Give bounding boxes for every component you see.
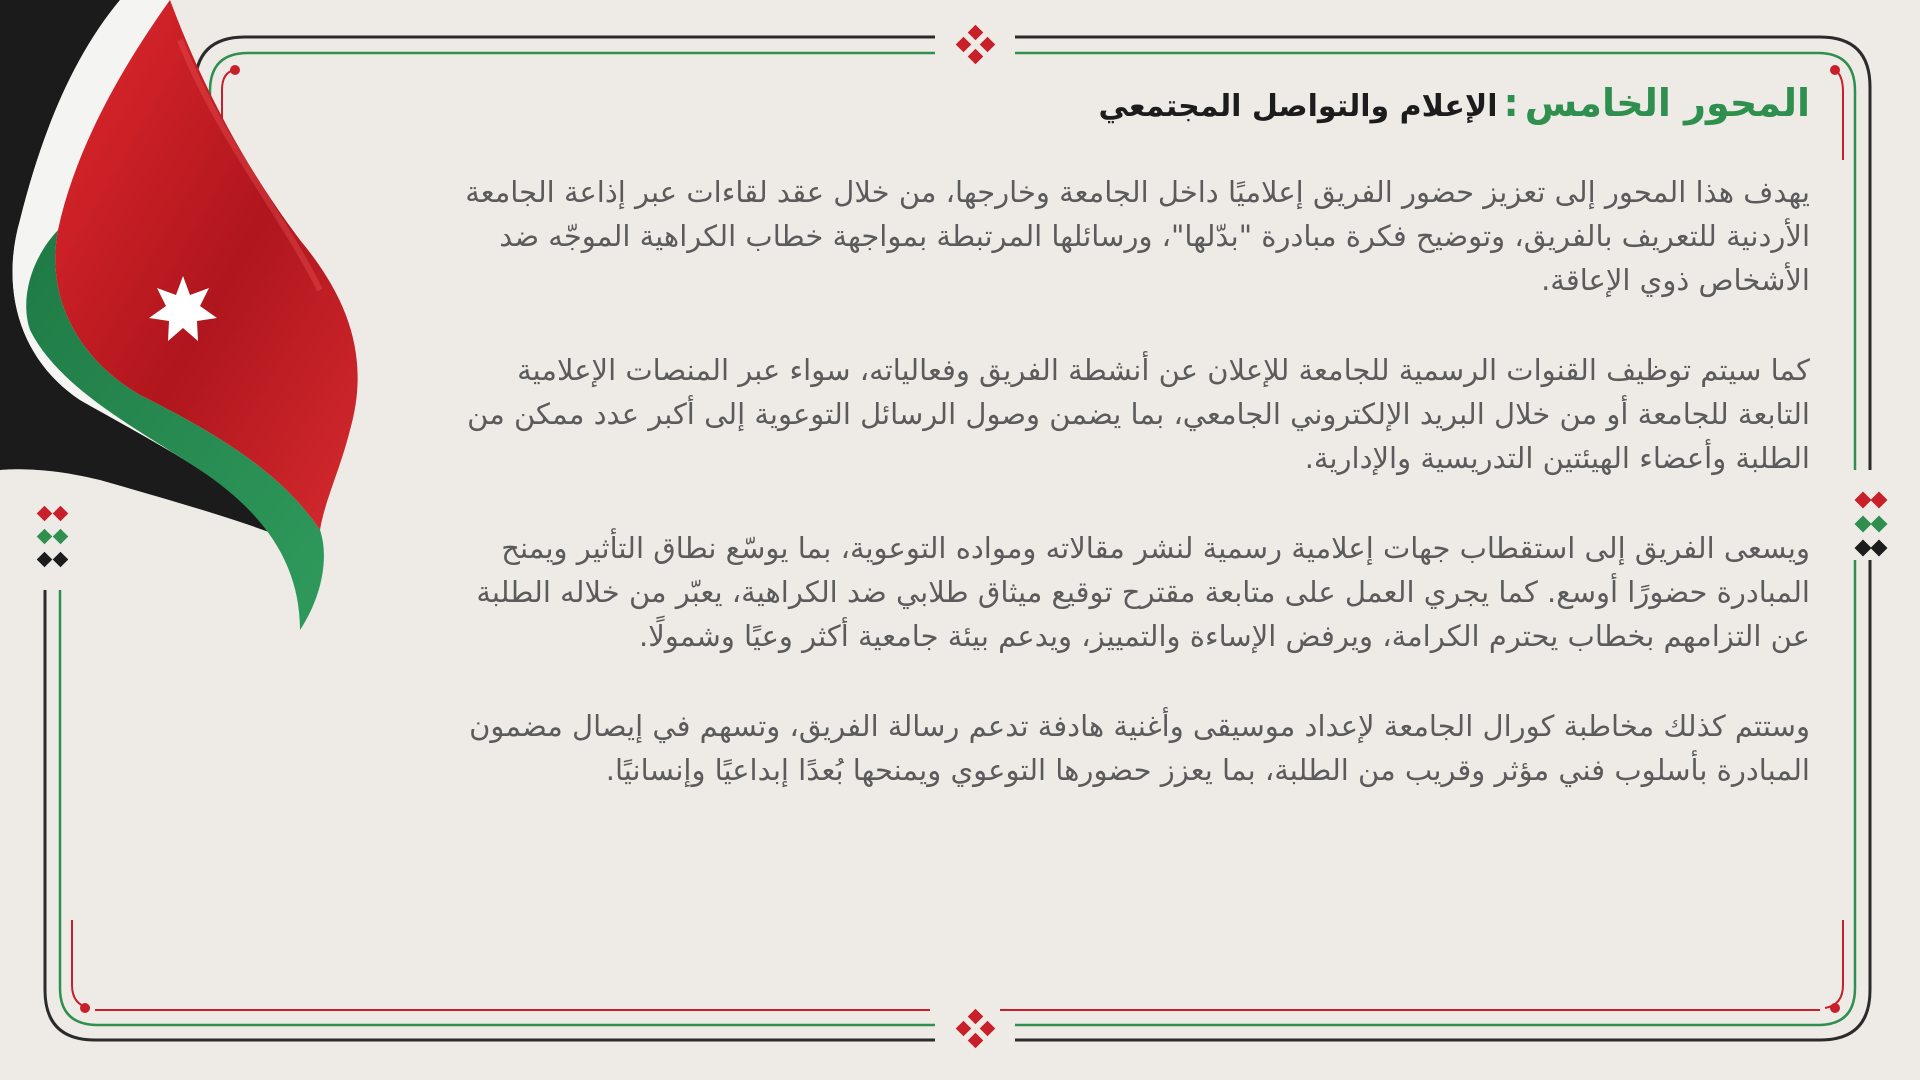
paragraph-media-partners: ويسعى الفريق إلى استقطاب جهات إعلامية رسمية لنشر مقالاته ومواده التوعوية، بما يوسّع نطاق التأثير ويمنح المبادرة حضورًا أوسع. كما يجري العمل على متابعة مقترح توقيع ميثاق طلابي ضد الكراهية، يعبّر من خلاله الطلبة عن التزامهم بخطاب يحترم الكرامة، ويرفض الإساءة والتمييز، ويدعم بيئة جامعية أكثر وعيًا وشمولًا.: [476, 531, 1810, 653]
paragraph-choir: وستتم كذلك مخاطبة كورال الجامعة لإعداد موسيقى وأغنية هادفة تدعم رسالة الفريق، وتسهم في إيصال مضمون المبادرة بأسلوب فني مؤثر وقريب من الطلبة، بما يعزز حضورها التوعوي ويمنحها بُعدًا إبداعيًا وإنسانيًا.: [469, 709, 1810, 787]
paragraph-official-channels: كما سيتم توظيف القنوات الرسمية للجامعة للإعلان عن أنشطة الفريق وفعالياته، سواء عبر المنصات الإعلامية التابعة للجامعة أو من خلال البريد الإلكتروني الجامعي، بما يضمن وصول الرسائل التوعوية إلى أكبر عدد ممكن من الطلبة وأعضاء الهيئتين التدريسية والإدارية.: [467, 353, 1810, 475]
bottom-diamond-ornament-icon: [956, 1009, 996, 1049]
heading-title: المحور الخامس: [1524, 81, 1810, 125]
heading-subtitle: الإعلام والتواصل المجتمعي: [1098, 89, 1498, 124]
paragraph-media-radio: يهدف هذا المحور إلى تعزيز حضور الفريق إعلاميًا داخل الجامعة وخارجها، من خلال عقد لقاءات عبر إذاعة الجامعة الأردنية للتعريف بالفريق، وتوضيح فكرة مبادرة "بدّلها"، ورسائلها المرتبطة بمواجهة خطاب الكراهية الموجّه ضد الأشخاص ذوي الإعاقة.: [465, 175, 1810, 297]
top-diamond-ornament-icon: [956, 25, 996, 65]
slide-content: [450, 70, 1840, 792]
section-heading: [450, 78, 1840, 136]
jordan-flag-icon: [0, 0, 380, 650]
right-diamond-ornament-icon: [1855, 492, 1888, 557]
heading-colon: :: [1503, 81, 1519, 125]
